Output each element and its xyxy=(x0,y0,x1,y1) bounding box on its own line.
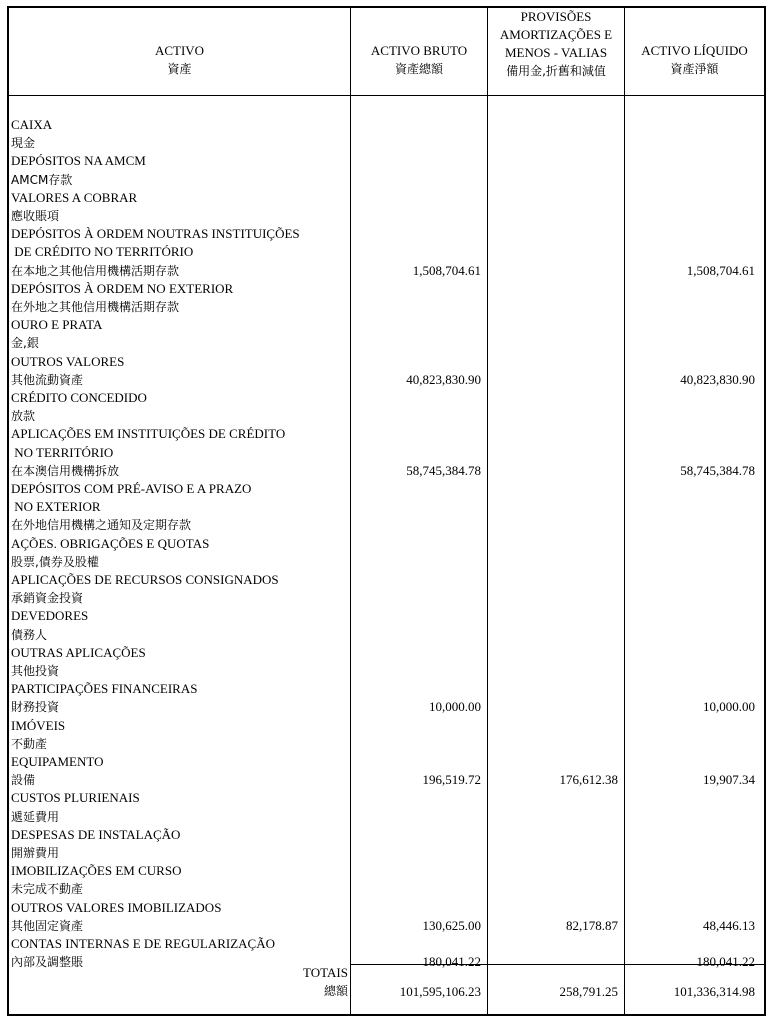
header-liquido xyxy=(625,42,764,78)
row-6-bruto: 40,823,830.90 xyxy=(406,371,481,387)
row-1-zh: AMCM存款 xyxy=(11,172,73,187)
row-13-zh: 其他投資 xyxy=(11,664,60,678)
row-21-zh: 內部及調整賬 xyxy=(11,955,84,970)
header-activo xyxy=(9,42,350,78)
row-9-pt2: NO EXTERIOR xyxy=(11,499,101,515)
row-19-zh: 未完成不動產 xyxy=(11,882,84,897)
row-2-pt: VALORES A COBRAR xyxy=(11,189,138,205)
row-7-pt: CRÉDITO CONCEDIDO xyxy=(11,390,147,405)
row-5-zh: 金,銀 xyxy=(11,336,39,351)
header-activo-pt: ACTIVO xyxy=(154,43,205,58)
row-16-liq: 19,907.34 xyxy=(703,772,755,788)
row-3-liq: 1,508,704.61 xyxy=(686,262,755,278)
row-20-prov: 82,178.87 xyxy=(566,917,618,933)
row-14-pt: PARTICIPAÇÕES FINANCEIRAS xyxy=(11,681,198,697)
row-13-pt: OUTRAS APLICAÇÕES xyxy=(11,644,146,660)
total-provisoes: 258,791.25 xyxy=(559,984,618,999)
row-20-liq: 48,446.13 xyxy=(703,917,755,933)
totals-label-pt: TOTAIS xyxy=(303,965,348,980)
header-liquido-zh: 資產淨額 xyxy=(670,62,719,76)
row-8-pt: APLICAÇÕES EM INSTITUIÇÕES DE CRÉDITO xyxy=(11,426,286,442)
header-liquido-pt: ACTIVO LÍQUIDO xyxy=(641,43,748,58)
row-14-zh: 財務投資 xyxy=(11,700,60,715)
totals-label-zh: 總額 xyxy=(323,984,348,998)
row-19-pt: IMOBILIZAÇÕES EM CURSO xyxy=(11,863,182,879)
row-3-pt2: DE CRÉDITO NO TERRITÓRIO xyxy=(11,244,194,260)
row-3-zh: 在本地之其他信用機構活期存款 xyxy=(11,263,180,278)
row-4-zh: 在外地之其他信用機構活期存款 xyxy=(11,300,180,314)
total-liquido: 101,336,314.98 xyxy=(673,984,755,999)
header-provisoes-zh: 備用金,折舊和減值 xyxy=(506,64,606,78)
row-8-bruto: 58,745,384.78 xyxy=(406,462,481,478)
row-6-zh: 其他流動資產 xyxy=(11,372,84,387)
row-2-zh: 應收賬項 xyxy=(11,209,60,223)
row-11-zh: 承銷資金投資 xyxy=(11,591,84,606)
total-bruto: 101,595,106.23 xyxy=(399,984,481,999)
totals-label xyxy=(9,964,348,1000)
row-17-pt: CUSTOS PLURIENAIS xyxy=(11,790,140,806)
row-5-pt: OURO E PRATA xyxy=(11,317,103,333)
balance-sheet-table xyxy=(7,6,766,1016)
column-divider xyxy=(487,8,488,1014)
row-21-bruto: 180,041.22 xyxy=(422,954,481,970)
column-divider xyxy=(624,8,625,1014)
row-16-bruto: 196,519.72 xyxy=(422,772,481,788)
header-activo-zh: 資產 xyxy=(167,62,192,76)
row-15-zh: 不動產 xyxy=(11,736,48,751)
row-16-prov: 176,612.38 xyxy=(559,772,618,788)
row-3-bruto: 1,508,704.61 xyxy=(412,262,481,278)
row-21-liq: 180,041.22 xyxy=(696,954,755,970)
row-8-zh: 在本澳信用機構拆放 xyxy=(11,463,120,478)
row-14-liq: 10,000.00 xyxy=(703,699,755,715)
row-20-bruto: 130,625.00 xyxy=(422,917,481,933)
row-8-liq: 58,745,384.78 xyxy=(680,462,755,478)
row-0-pt: CAIXA xyxy=(11,117,53,132)
header-provisoes-pt2: AMORTIZAÇÕES E xyxy=(499,27,613,42)
row-10-pt: AÇÕES. OBRIGAÇÕES E QUOTAS xyxy=(11,535,210,551)
row-18-pt: DESPESAS DE INSTALAÇÃO xyxy=(11,826,181,842)
row-18-zh: 開辦費用 xyxy=(11,846,60,860)
row-20-pt: OUTROS VALORES IMOBILIZADOS xyxy=(11,899,222,915)
row-20-zh: 其他固定資產 xyxy=(11,918,84,933)
row-6-pt: OUTROS VALORES xyxy=(11,353,125,369)
header-bruto-pt: ACTIVO BRUTO xyxy=(370,43,468,58)
row-10-zh: 股票,債券及股權 xyxy=(11,554,99,569)
header-bruto xyxy=(351,42,487,78)
row-14-bruto: 10,000.00 xyxy=(429,699,481,715)
header-provisoes xyxy=(488,8,624,80)
header-provisoes-pt1: PROVISÕES xyxy=(520,9,592,24)
row-16-pt: EQUIPAMENTO xyxy=(11,754,104,769)
row-0-zh: 現金 xyxy=(11,136,36,151)
row-3-pt: DEPÓSITOS À ORDEM NOUTRAS INSTITUIÇÕES xyxy=(11,226,300,242)
row-21-pt: CONTAS INTERNAS E DE REGULARIZAÇÃO xyxy=(11,936,276,951)
row-12-pt: DEVEDORES xyxy=(11,608,89,624)
row-4-pt: DEPÓSITOS À ORDEM NO EXTERIOR xyxy=(11,280,234,296)
row-9-pt: DEPÓSITOS COM PRÉ-AVISO E A PRAZO xyxy=(11,481,252,496)
header-bruto-zh: 資產總額 xyxy=(394,62,443,76)
row-8-pt2: NO TERRITÓRIO xyxy=(11,444,114,460)
row-11-pt: APLICAÇÕES DE RECURSOS CONSIGNADOS xyxy=(11,572,279,587)
row-12-zh: 債務人 xyxy=(11,627,48,642)
header-provisoes-pt3: MENOS - VALIAS xyxy=(504,45,608,60)
column-divider xyxy=(350,8,351,1014)
row-7-zh: 放款 xyxy=(11,409,36,424)
row-15-pt: IMÓVEIS xyxy=(11,717,66,733)
header-divider xyxy=(9,95,764,96)
row-9-zh: 在外地信用機構之通知及定期存款 xyxy=(11,518,192,533)
row-6-liq: 40,823,830.90 xyxy=(680,371,755,387)
row-17-zh: 遞延費用 xyxy=(11,809,60,824)
row-16-zh: 設備 xyxy=(11,773,36,788)
row-1-pt: DEPÓSITOS NA AMCM xyxy=(11,153,146,169)
